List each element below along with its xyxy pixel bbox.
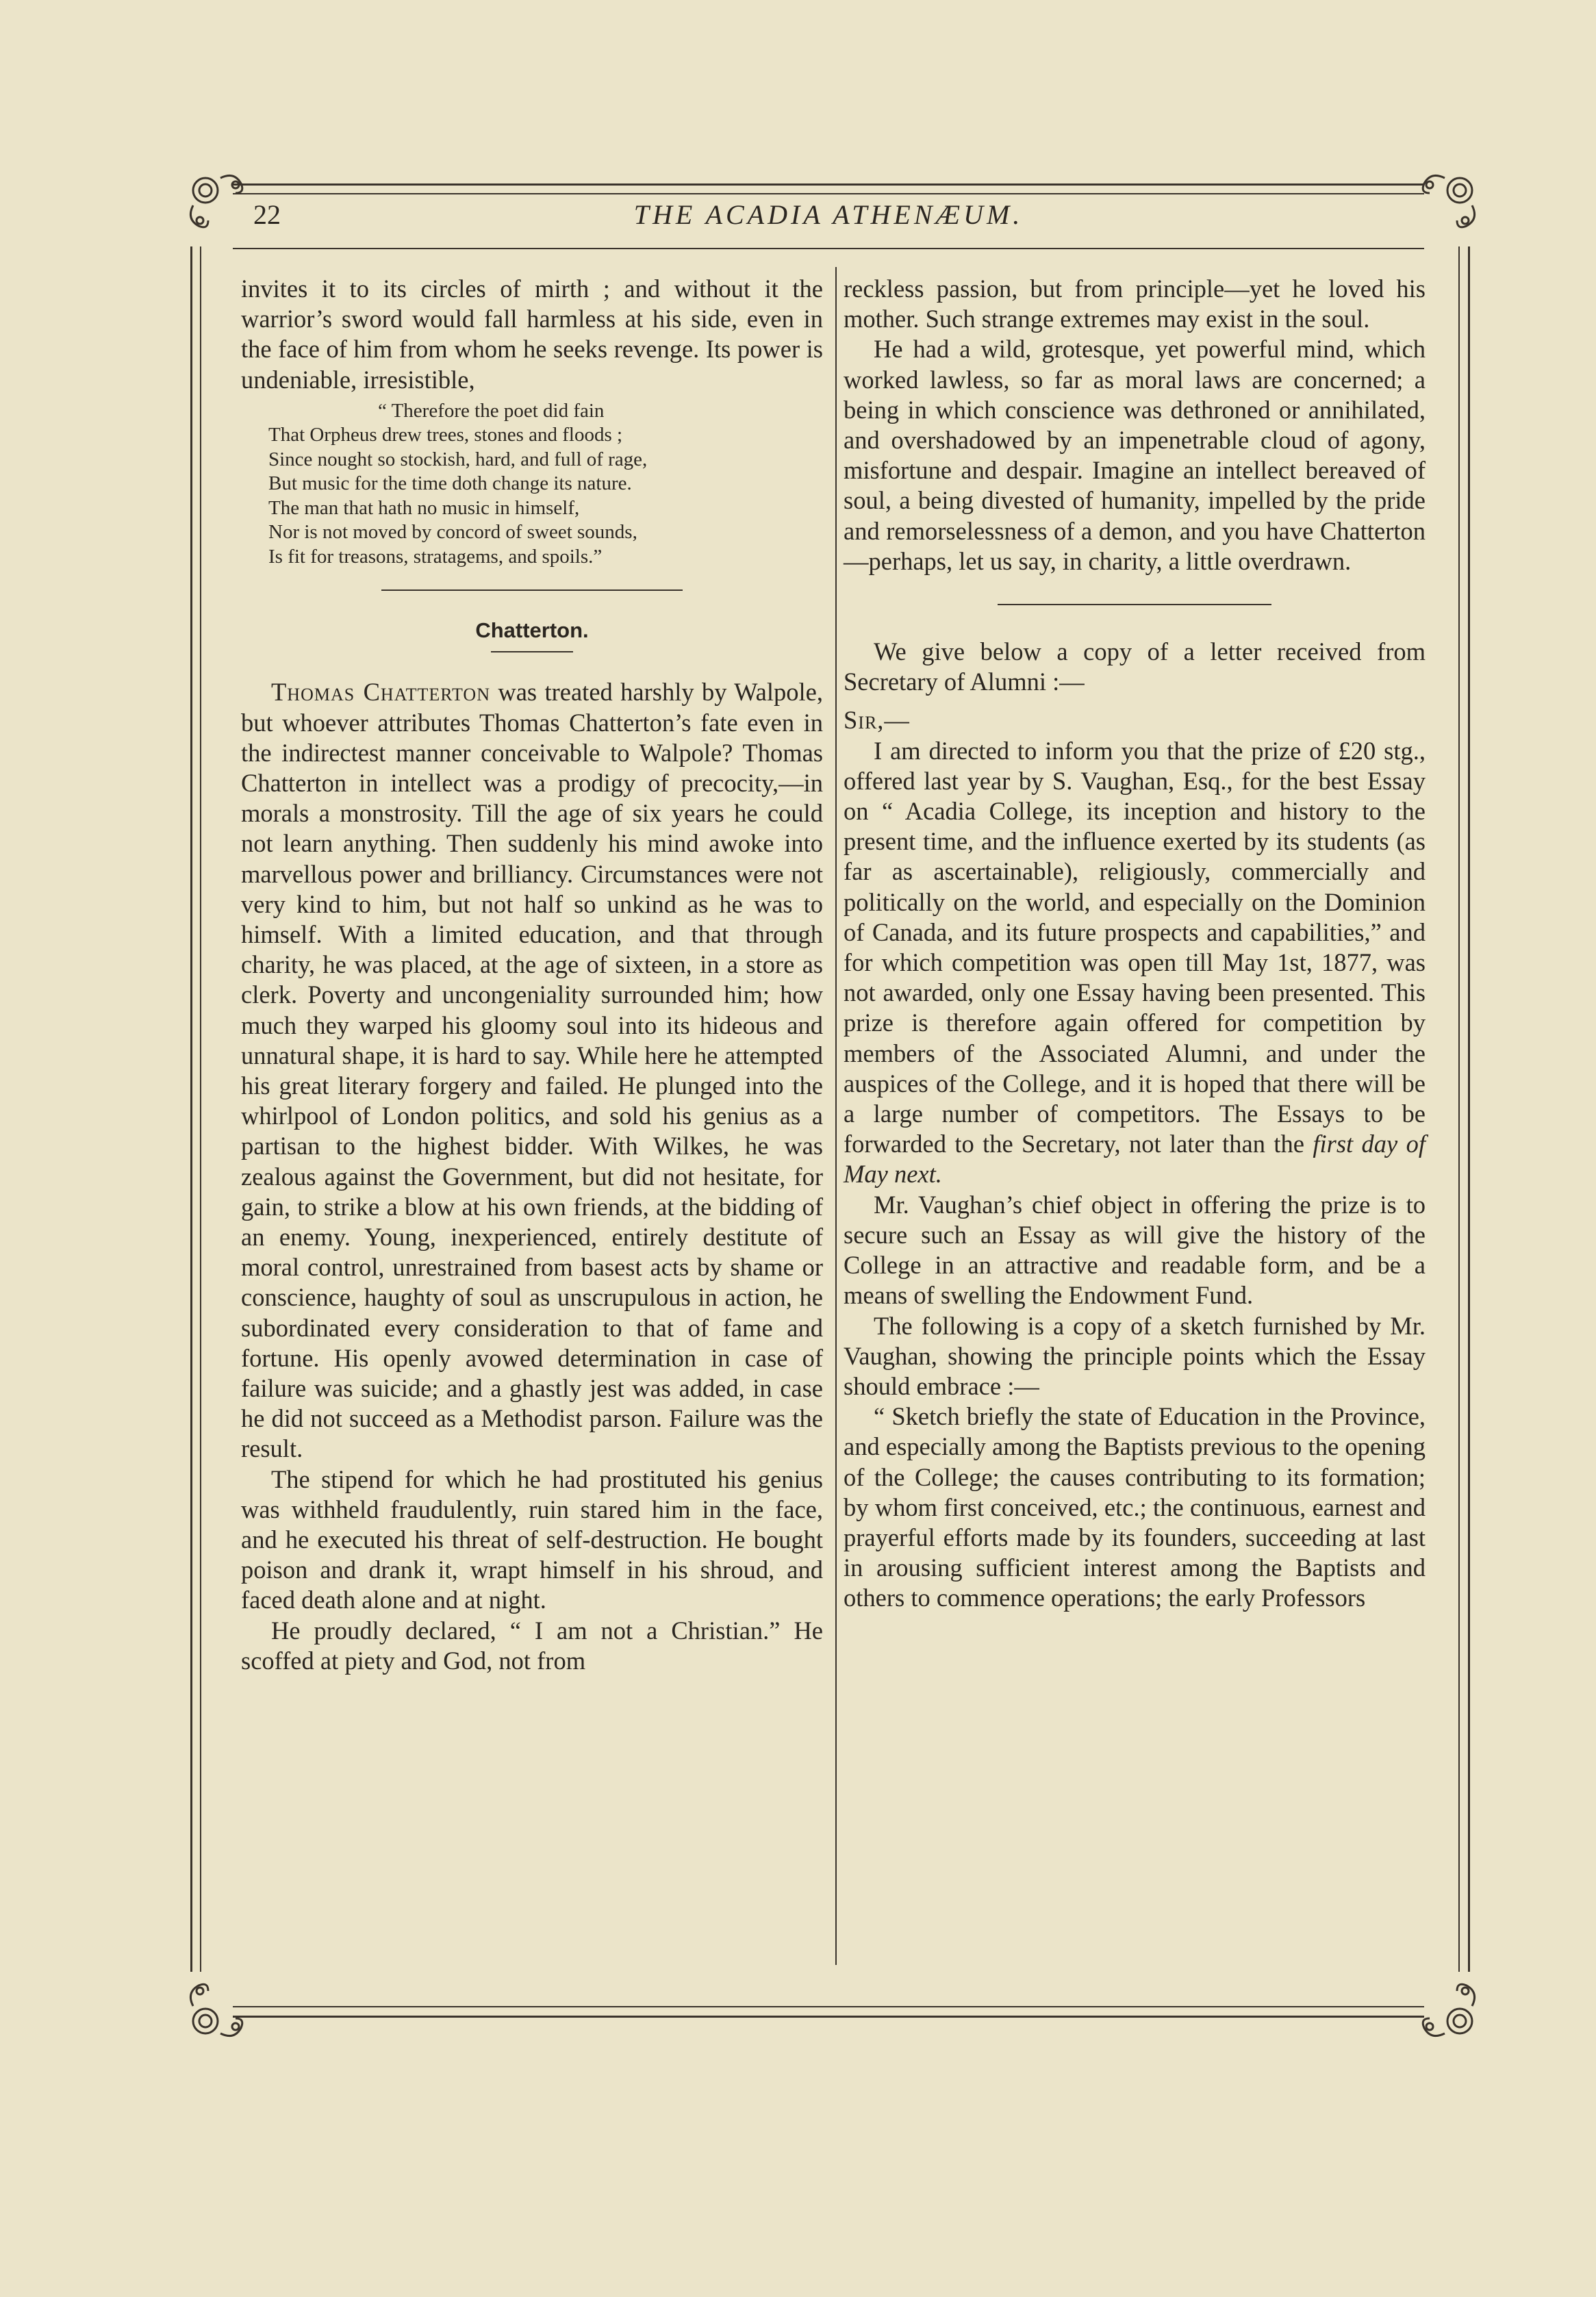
left-column: [241, 274, 823, 1676]
journal-title: THE ACADIA ATHENÆUM.: [633, 199, 1024, 230]
letter-intro: We give below a copy of a letter received from Secretary of Alumni :—: [844, 637, 1426, 696]
poem-line: The man that hath no music in himself,: [268, 496, 580, 519]
poem-line: Nor is not moved by concord of sweet sounds,: [268, 521, 637, 544]
frame-top-rule-inner: [233, 193, 1424, 194]
frame-left-rule-inner: [200, 246, 201, 1972]
corner-ornament-icon: [1410, 164, 1486, 240]
title-underline: [491, 651, 573, 652]
poem-line: Is fit for treasons, stratagems, and spoils.”: [268, 545, 603, 568]
corner-ornament-icon: [1410, 1972, 1486, 2047]
letter-paragraph-2: Mr. Vaughan’s chief object in offering the prize is to secure such an Essay as will give the history of the College in an attractive and readable form, and be a means of swelling the Endowment Fund.: [844, 1190, 1426, 1310]
section-divider: [381, 589, 683, 591]
column-divider: [835, 267, 837, 1965]
poem-line: That Orpheus drew trees, stones and floods ;: [268, 424, 623, 446]
frame-right-rule-inner: [1458, 246, 1460, 1972]
letter-paragraph-1: [844, 736, 1426, 1190]
paragraph-mind: He had a wild, grotesque, yet powerful mind, which worked lawless, so far as moral laws are concerned; a being in which conscience was dethroned or annihilated, and overshadowed by an impenetrable cloud of agony, misfortune and despair. Imagine an intellect bereaved of soul, a being divested of humanity, impelled by the pride and remorselessness of a demon, and you have Chatterton—perhaps, let us say, in charity, a little overdrawn.: [844, 335, 1426, 575]
frame-top-rule: [233, 183, 1424, 186]
poem-quotation: [241, 399, 823, 570]
frame-right-rule: [1468, 246, 1470, 1972]
paragraph-intro: invites it to its circles of mirth ; and without it the warrior’s sword would fall harmless at his side, even in the face of him from whom he seeks revenge. Its power is undeniable, irresistible,: [241, 275, 823, 394]
corner-ornament-icon: [179, 1972, 255, 2047]
letter-paragraph-3: The following is a copy of a sketch furnished by Mr. Vaughan, showing the principle points which the Essay should embrace :—: [844, 1311, 1426, 1400]
section-divider: [998, 604, 1271, 605]
paragraph-text: was treated harshly by Walpole, but whoever attributes Thomas Chatterton’s fate even in the indirectest manner conceivable to Walpole? Thomas Chatterton in intellect was a prodigy of precocity,—in morals a monstrosity. Till the age of six years he could not learn anything. Then suddenly his mind awoke into marvellous power and brilliancy. Circumstances were not very kind to him, but not half so unkind as he was to himself. With a limited education, and that through charity, he was placed, at the age of sixteen, in a store as clerk. Poverty and uncongeniality surrounded him; how much they warped his gloomy soul into its hideous and unnatural shape, it is hard to say. While here he attempted his great literary forgery and failed. He plunged into the whirlpool of London politics, and sold his genius as a partisan to the highest bidder. With Wilkes, he was zealous against the Government, but did not hesitate, for gain, to strike a blow at his own friends, at the bidding of an enemy. Young, inexperienced, entirely destitute of moral control, unrestrained from basest acts by shame or conscience, haughty of soul as unscrupulous in action, he subordinated every consideration to that of fame and fortune. His openly avowed determination in case of failure was suicide; and a ghastly jest was added, in case he did not succeed as a Methodist parson. Failure was the result.: [241, 678, 823, 1463]
paragraph-chatterton-2: The stipend for which he had prostituted his genius was withheld fraudulently, ruin stared him in the face, and he executed his threat of self-destruction. He bought poison and drank it, wrapt himself in his shroud, and faced death alone and at night.: [241, 1464, 823, 1614]
poem-line: Since nought so stockish, hard, and full of rage,: [268, 448, 648, 470]
letter-salutation: Sir,—: [844, 706, 910, 735]
frame-left-rule: [190, 246, 192, 1972]
section-title: Chatterton.: [475, 618, 589, 643]
paragraph-chatterton-1: [241, 677, 823, 1464]
poem-line: But music for the time doth change its nature.: [268, 472, 632, 495]
page-number: 22: [253, 199, 281, 230]
running-head: [246, 199, 1410, 240]
paragraph-continuation: reckless passion, but from principle—yet he loved his mother. Such strange extremes may exist in the soul.: [844, 275, 1426, 333]
right-column: [844, 274, 1426, 1614]
paragraph-text: I am directed to inform you that the prize of £20 stg., offered last year by S. Vaughan, Esq., for the best Essay on “ Acadia College, its inception and history to the present time, and the influence exerted by its students (as far as ascertainable), religiously, commercially and politically on the world, and especially on the Dominion of Canada, and its future prospects and capabilities,” and for which competition was open till May 1st, 1877, was not awarded, only one Essay having been presented. This prize is therefore again offered for competition by members of the Associated Alumni, and under the auspices of the College, and it is hoped that there will be a large number of competitors. The Essays to be forwarded to the Secretary, not later than the: [844, 736, 1426, 1158]
frame-bottom-rule-inner: [233, 2006, 1424, 2007]
header-rule: [233, 248, 1424, 249]
letter-paragraph-4: “ Sketch briefly the state of Education in the Province, and especially among the Baptists previous to the opening of the College; the causes contributing to its formation; by whom first conceived, etc.; the continuous, earnest and prayerful efforts made by its founders, succeeding at last in arousing sufficient interest among the Baptists and others to commence operations; the early Professors: [844, 1402, 1426, 1612]
deadline-text: first day of May next.: [844, 1130, 1426, 1189]
frame-bottom-rule: [233, 2016, 1424, 2018]
lead-name: Thomas Chatterton: [271, 678, 490, 707]
poem-line: “ Therefore the poet did fain: [378, 399, 605, 422]
paragraph-chatterton-3: He proudly declared, “ I am not a Christian.” He scoffed at piety and God, not from: [241, 1616, 823, 1675]
corner-ornament-icon: [179, 164, 255, 240]
